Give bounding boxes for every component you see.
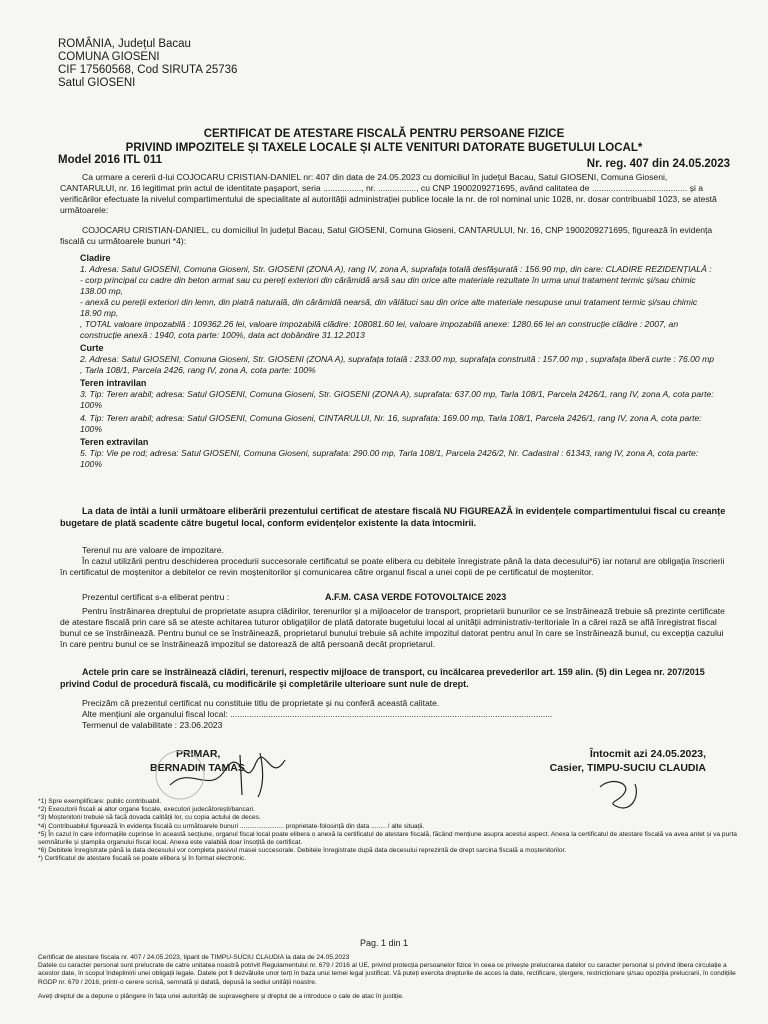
print-footer [38,954,744,1001]
header-line: Satul GIOSENI [58,77,136,89]
asset-vineyard: 5. Tip: Vie pe rod; adresa: Satul GIOSENI, Comuna Gioseni, suprafata: 290.00 mp, Tarla 108/1, Parcela 2426/2, Nr. Cadastral : 61343, rang IV, zona A, cota parte: 100% [80,448,699,469]
mayor-label: PRIMAR, [176,748,221,760]
purpose-label: Prezentul certificat s-a eliberat pentru : [82,592,230,602]
notes [60,545,726,578]
header-line: CIF 17560568, Cod SIRUTA 25736 [58,64,238,76]
note-line: Alte mențiuni ale organului fiscal local: ....................................................................................................................................... [82,709,553,719]
page-number: Pag. 1 din 1 [359,938,409,948]
issuer-header [58,38,237,90]
asset-land: 3. Tip: Teren arabil; adresa: Satul GIOSENI, Comuna Gioseni, Str. GIOSENI (ZONA A), suprafata: 637.00 mp, Tarla 108/1, Parcela 2426/1, rang IV, zona A, cota parte: 100% [80,389,714,410]
footer-line: Aveți dreptul de a depune o plângere în fața unei autorități de supraveghere și dreptul de a introduce o cale de atac în justiție. [38,992,404,1000]
cashier-name: Casier, TIMPU-SUCIU CLAUDIA [549,762,706,774]
asset-land: 4. Tip: Teren arabil; adresa: Satul GIOSENI, Comuna Gioseni, CINTARULUI, Nr. 16, suprafata: 169.00 mp, Tarla 108/1, Parcela 2426/1, rang IV, zona A, cota parte: 100% [80,413,702,434]
registration-number: Nr. reg. 407 din 24.05.2023 [586,158,730,170]
asset-yard: 2. Adresa: Satul GIOSENI, Comuna Gioseni, Str. GIOSENI (ZONA A), suprafața totală : 233.00 mp, suprafața construită : 157.00 mp , suprafața liberă curte : 76.00 mp , Tarla 108/1, Parcela 2426, rang IV, zona A, cota parte: 100% [80,354,715,375]
footer-line: Datele cu caracter personal sunt prelucrate de catre unitatea noastră potrivit Regulamentului nr. 679 / 2016 al UE, privind protecția persoanelor fizice în ceea ce privește prelucrarea datelor cu caracter personal și privind libera circulație a acestor date, în scopul îndeplinirii unei obligații legale. Datele pot fi dezvăluite unor terți în baza unui temei legal justificat. Vă puteți exercita drepturile de acces la date, rectificare, ștergere, restricționare și/sau opoziția prelucrarii, în condițiile RGDP nr. 679 / 2016, printr-o cerere scrisă, semnată și datată, depusă la sediul unității noastre. [38,962,736,986]
footnote: *3) Moștenitorii trebuie să facă dovada calității lor, cu copia actului de deces. [38,814,261,822]
purpose-value: A.F.M. CASA VERDE FOTOVOLTAICE 2023 [325,592,507,602]
footnote: *) Certificatul de atestare fiscală se poate elibera și în format electronic. [38,855,247,863]
document-title: CERTIFICAT DE ATESTARE FISCALĂ PENTRU PERSOANE FIZICE [203,128,565,140]
transfer-note: Pentru înstrăinarea dreptului de proprietate asupra clădirilor, terenurilor și a mijloacelor de transport, proprietarii bunurilor ce se înstrăinează trebuie să prezinte certificate de atestare fiscală prin care să se ateste achitarea tuturor obligațiilor de plată datorate bugetului local al unității administrativ-teritoriale în a cărei rază se află înregistrat fiscal bunul ce se înstrăinează. Pentru bunul ce se înstrăinează, proprietarul bunului trebuie să achite impozitul datorat pentru anul în care se înstrăinează bunul, cu excepția cazului în care pentru bunul ce se înstrăinează impozitul se datorează de altă persoană decât proprietarul. [60,606,725,649]
intro-paragraph: Ca urmare a cererii d-lui COJOCARU CRISTIAN-DANIEL nr: 407 din data de 24.05.2023 cu domiciliul în județul Bacau, Satul GIOSENI, Comuna Gioseni, CANTARULUI, nr. 16 legitimat prin actul de identitate pașaport, seria ................, nr. ................, cu CNP 1900209271695, având calitatea de ........................................ și a verificărilor efectuate la nivelul compartimentului de specialitate al autorității administrației publice locale la nr. de rol nominal unic 1028, nr. dosar contribuabil 1023, se atestă următoarele: [60,172,717,215]
footnote: *5) În cazul în care informațiile cuprinse în această secțiune, organul fiscal local poate elibera o anexă la certificatul de atestare fiscală, făcând mențiune asupra acestui aspect. Anexa la certificatul de atestare fiscală va avea antet și va purta semnăturile și ștampila organului fiscal local. Anexa este valabilă doar însoțită de certificat. [38,830,737,847]
nullity-note: Actele prin care se înstrăinează clădiri, terenuri, respectiv mijloace de transport, cu încălcarea prevederilor art. 159 alin. (5) din Legea nr. 207/2015 privind Codul de procedură fiscală, cu modificările și completările ulterioare sunt nule de drept. [60,667,705,689]
model-code: Model 2016 ITL 011 [58,154,162,166]
asset-annex: - anexă cu pereții exteriori din lemn, din piatră naturală, din cărămidă nearsă, din vălătuci sau din orice alte materiale nesupuse unui tratament termic și/sau chimic 18.90 mp, [80,297,698,318]
footer-line: Certificat de atestare fiscala nr. 407 / 24.05.2023, tiparit de TIMPU-SUCIU CLAUDIA la data de 24.05.2023 [38,954,350,961]
asset-building-total: , TOTAL valoare impozabilă : 109362.26 lei, valoare impozabilă clădire: 108081.60 lei, valoare impozabilă anexe: 1280.66 lei an construcție clădire : 2007, an construcție anexă : 1940, cota parte: 100%, data act dobândire 31.12.2013 [80,319,679,340]
note-line: În cazul utilizării pentru deschiderea procedurii succesorale certificatul se poate elibera cu debitele înregistrate până la data decesului*6) iar notarul are obligația înscrierii în certificatul de moștenitor a debitelor ce revin moștenitorilor și comunicarea către organul fiscal a unei copii de pe certificatul de moștenitor. [60,556,725,577]
header-line: COMUNA GIOSENI [58,51,160,63]
note-line: Precizăm că prezentul certificat nu constituie titlu de proprietate și nu conferă această calitate. [82,698,440,708]
note-line: Terenul nu are valoare de impozitare. [82,545,224,555]
footnote: *6) Debitele înregistrate până la data decesului vor completa pasivul masei succesorale. Debitele înregistrate după data decesului reprezintă de drept sarcina fiscală a moștenitorilor. [38,847,567,855]
footnotes [38,798,738,864]
owner-paragraph: COJOCARU CRISTIAN-DANIEL, cu domiciliul în județul Bacau, Satul GIOSENI, Comuna Gioseni, CANTARULUI, Nr. 16, CNP 1900209271695, figurează în evidența fiscală cu următoarele bunuri *4): [60,225,713,246]
document-subtitle: PRIVIND IMPOZITELE ȘI TAXELE LOCALE ȘI ALTE VENITURI DATORATE BUGETULUI LOCAL* [125,142,643,154]
footnote: *2) Executorii fiscali ai altor organe fiscale, executori judecătorești/bancari. [38,806,255,814]
prepared-date: Întocmit azi 24.05.2023, [589,748,706,760]
closing-notes [82,698,726,731]
section-heading: Curte [80,343,104,353]
footnote: *1) Spre exemplificare: public contribuabil. [38,798,162,805]
tax-status-statement: La data de întâi a lunii următoare eliberării prezentului certificat de atestare fiscală NU FIGUREAZĂ în evidențele compartimentului fiscal cu creanțe bugetare de plată scadente către bugetul local, conform evidențelor existente la data întocmirii. [60,506,726,528]
mayor-signature-mark [150,745,310,800]
assets-list [80,253,716,470]
header-line: ROMÂNIA, Județul Bacau [58,38,191,50]
section-heading: Teren intravilan [80,378,147,388]
section-heading: Cladire [80,253,111,263]
section-heading: Teren extravilan [80,437,149,447]
footnote: *4) Contribuabilul figurează în evidența fiscală cu următoarele bunuri ........................ proprietate-folosință din data ........ / alte situații. [38,822,425,830]
asset-building: 1. Adresa: Satul GIOSENI, Comuna Gioseni, Str. GIOSENI (ZONA A), rang IV, zona A, suprafața totală desfășurată : 156.90 mp, din care: CLADIRE REZIDENȚIALĂ : - corp principal cu cadre din beton armat sau cu pereți exteriori din cărămidă arsă sau din orice alte materiale rezultate în urma unui tratament termic și/sau chimic 138.00 mp, [80,264,712,296]
validity-line: Termenul de valabilitate : 23.06.2023 [82,720,223,730]
mayor-name: BERNADIN TAMAS [150,762,245,774]
